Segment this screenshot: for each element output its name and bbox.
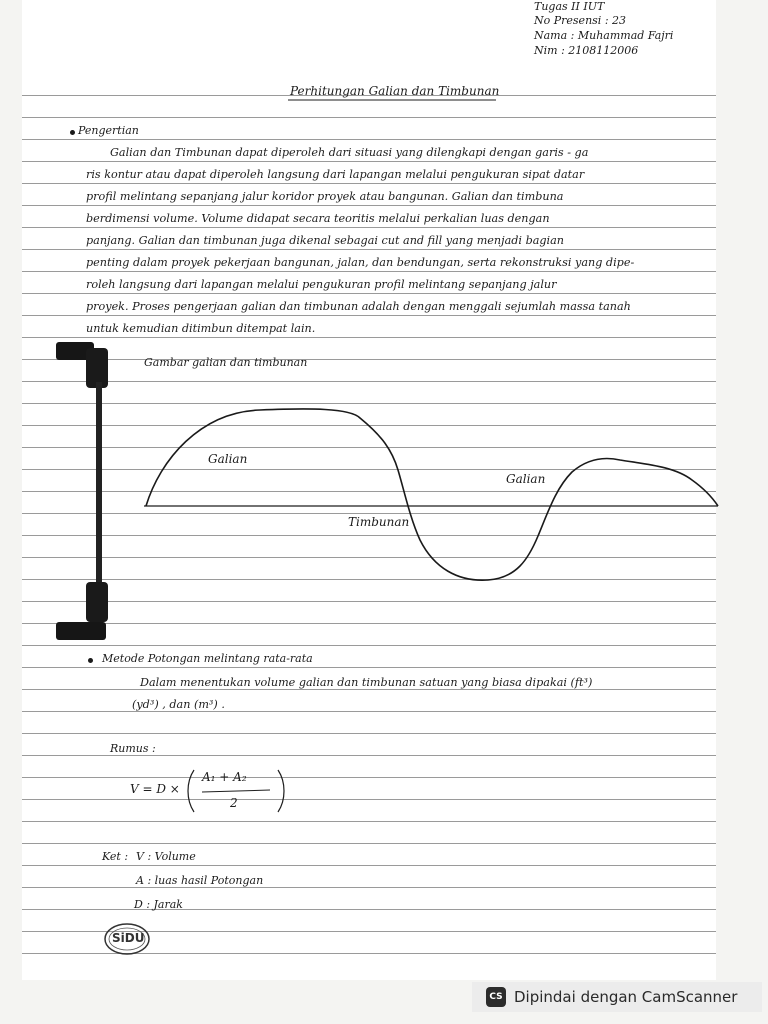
page-title: Perhitungan Galian dan Timbunan <box>290 84 500 98</box>
label-timbunan: Timbunan <box>348 515 410 529</box>
paragraph-line: Dalam menentukan volume galian dan timbunan satuan yang biasa dipakai (ft³) <box>140 676 593 689</box>
camscanner-icon: CS <box>486 987 506 1007</box>
paragraph-line: untuk kemudian ditimbun ditempat lain. <box>86 322 316 335</box>
paragraph-line: berdimensi volume. Volume didapat secara teoritis melalui perkalian luas dengan <box>86 212 550 225</box>
notebook-page <box>22 0 716 980</box>
header-course: Tugas II IUT <box>534 0 605 13</box>
keterangan-prefix: Ket : <box>102 850 129 863</box>
keterangan-item: V : Volume <box>136 850 196 863</box>
keterangan-item: D : Jarak <box>134 898 183 911</box>
camscanner-watermark <box>472 982 762 1012</box>
paragraph-line: penting dalam proyek pekerjaan bangunan, jalan, dan bendungan, serta rekonstruksi yang dipe- <box>86 256 635 269</box>
camscanner-label: Dipindai dengan CamScanner <box>514 988 738 1006</box>
header-attendance: No Presensi : 23 <box>534 14 627 27</box>
bullet-icon <box>70 130 75 135</box>
paragraph-line: proyek. Proses pengerjaan galian dan timbunan adalah dengan menggali sejumlah massa tanah <box>86 300 631 313</box>
header-name: Nama : Muhammad Fajri <box>534 29 674 42</box>
paragraph-line: panjang. Galian dan timbunan juga dikenal sebagai cut and fill yang menjadi bagian <box>86 234 565 247</box>
cut-fill-diagram <box>120 380 720 610</box>
paragraph-line: (yd³) , dan (m³) . <box>132 698 225 711</box>
formula-denominator: 2 <box>230 796 238 810</box>
formula-numerator: A₁ + A₂ <box>202 770 247 784</box>
header-student-id: Nim : 2108112006 <box>534 44 639 57</box>
section-heading-metode: Metode Potongan melintang rata-rata <box>102 652 313 665</box>
section-heading-pengertian: Pengertian <box>78 124 139 137</box>
paragraph-line: roleh langsung dari lapangan melalui pengukuran profil melintang sepanjang jalur <box>86 278 557 291</box>
formula-lhs: V = D × <box>130 782 180 796</box>
bullet-icon <box>88 658 93 663</box>
formula-heading: Rumus : <box>110 742 156 755</box>
label-galian-right: Galian <box>506 472 546 486</box>
title-underline <box>288 98 498 102</box>
paragraph-line: ris kontur atau dapat diperoleh langsung dari lapangan melalui pengukuran sipat datar <box>86 168 585 181</box>
sidu-logo-text: SiDU <box>112 931 145 945</box>
paragraph-line: profil melintang sepanjang jalur koridor proyek atau bangunan. Galian dan timbuna <box>86 190 564 203</box>
label-galian-left: Galian <box>208 452 248 466</box>
paragraph-line: Galian dan Timbunan dapat diperoleh dari situasi yang dilengkapi dengan garis - ga <box>110 146 589 159</box>
keterangan-item: A : luas hasil Potongan <box>136 874 264 887</box>
binder-clip-image <box>56 342 120 642</box>
figure-caption: Gambar galian dan timbunan <box>144 356 308 369</box>
